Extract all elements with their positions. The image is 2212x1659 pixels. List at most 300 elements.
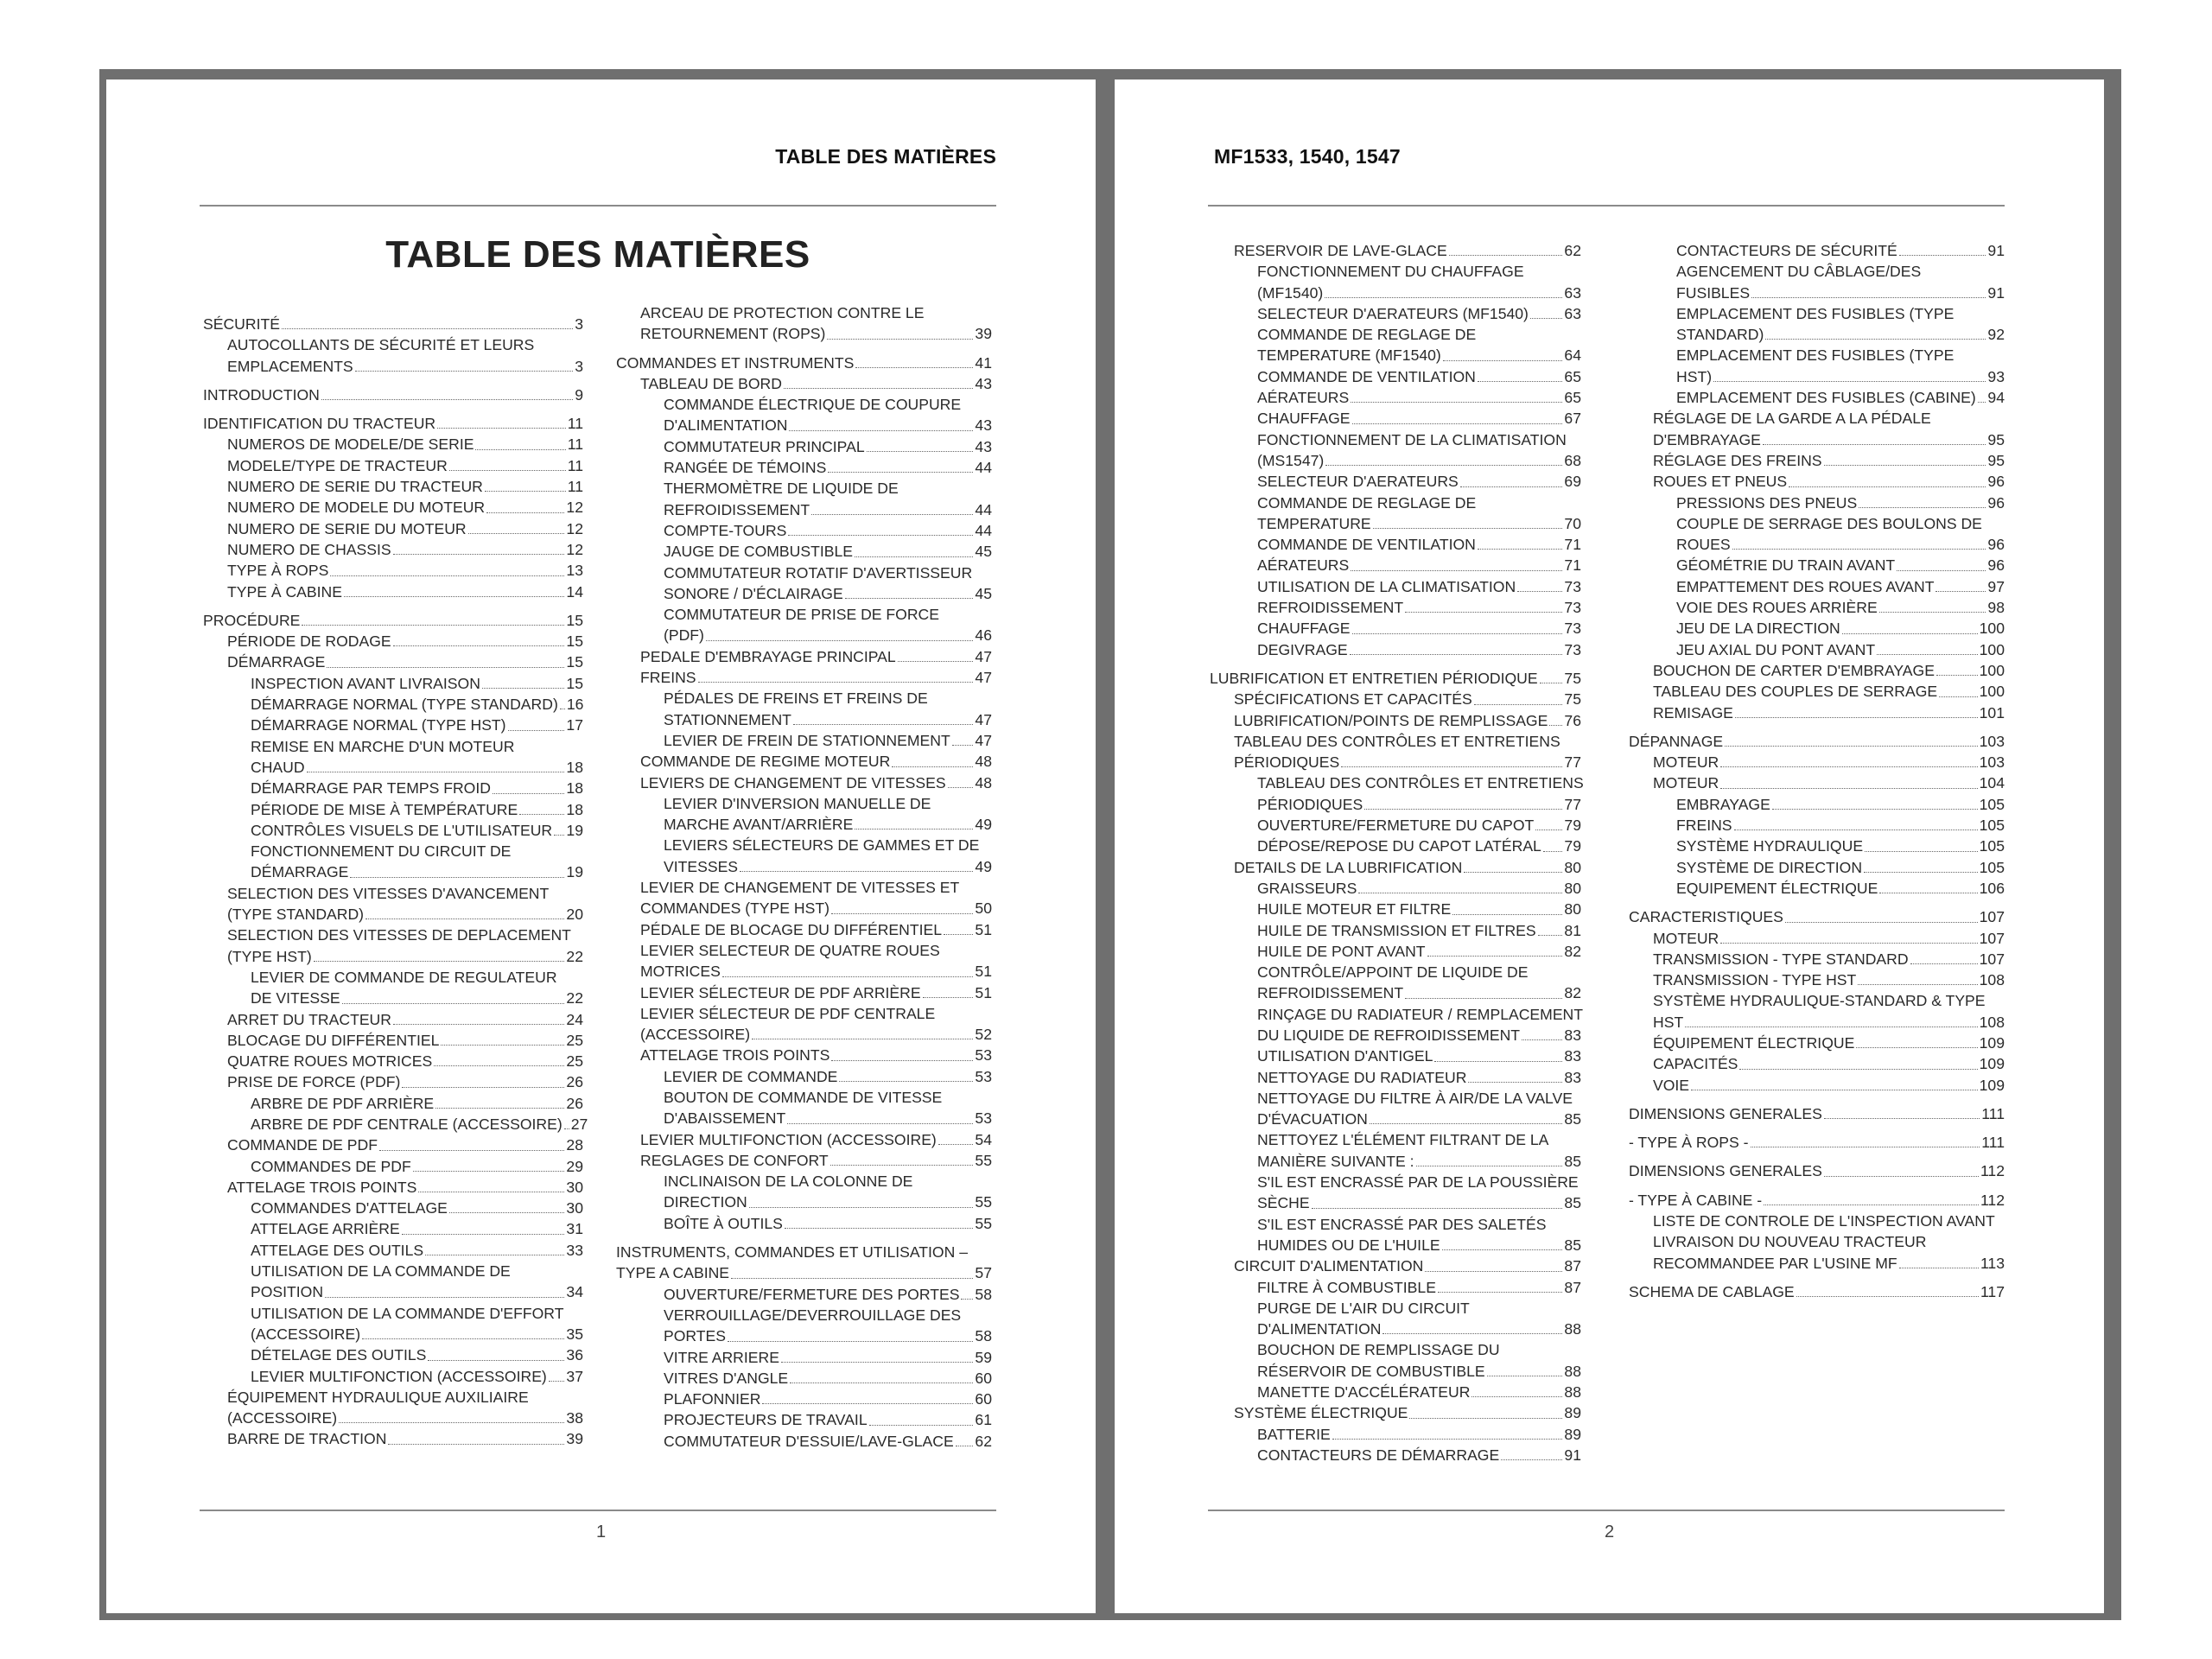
toc-entry-title: FREINS [1676, 817, 1732, 835]
toc-entry-title: DÉMARRAGE NORMAL (TYPE HST) [251, 716, 506, 734]
toc-page-number: 111 [1981, 1104, 2005, 1122]
toc-entry [616, 1213, 992, 1234]
toc-page-number: 3 [575, 315, 583, 333]
toc-entry-title: SONORE / D'ÉCLAIRAGE [664, 584, 843, 602]
toc-entry-title: PLAFONNIER [664, 1390, 761, 1408]
dot-leader [1449, 255, 1563, 256]
toc-entry-title-line: FONCTIONNEMENT DU CIRCUIT DE [251, 842, 512, 861]
toc-entry-title: DETAILS DE LA LUBRIFICATION [1234, 858, 1463, 876]
toc-entry-title-line: EMPLACEMENT DES FUSIBLES (TYPE [1676, 346, 1955, 365]
toc-page-number: 44 [975, 459, 992, 477]
toc-entry-title: RESERVOIR DE LAVE-GLACE [1234, 242, 1447, 259]
dot-leader [898, 661, 974, 662]
toc-entry-title: FREINS [640, 669, 696, 687]
toc-page-number: 73 [1564, 620, 1581, 638]
dot-leader [1438, 1292, 1562, 1293]
toc-entry [203, 736, 583, 779]
toc-entry-title: FUSIBLES [1676, 283, 1751, 302]
toc-page-number: 52 [975, 1026, 992, 1044]
toc-entry-title: SELECTEUR D'AERATEURS [1257, 473, 1459, 491]
toc-entry-title: ARBRE DE PDF ARRIÈRE [251, 1094, 435, 1112]
toc-entry-title-line: CONTRÔLE/APPOINT DE LIQUIDE DE [1257, 963, 1529, 982]
dot-leader [1370, 1123, 1563, 1124]
toc-entry-title: COMMANDE DE VENTILATION [1257, 367, 1476, 385]
dot-leader [350, 877, 564, 878]
toc-entry-title-line: COUPLE DE SERRAGE DES BOULONS DE [1676, 514, 1982, 532]
toc-page-number: 82 [1564, 984, 1581, 1002]
toc-entry-title: SYSTÈME DE DIRECTION [1676, 858, 1863, 876]
toc-entry [203, 497, 583, 518]
toc-page-number: 98 [1987, 599, 2005, 617]
toc-entry-title-line: RÉGLAGE DE LA GARDE A LA PÉDALE [1653, 410, 1931, 428]
dot-leader [785, 1228, 974, 1229]
toc-entry [1629, 513, 2005, 556]
toc-page-number: 106 [1979, 879, 2005, 897]
toc-entry [1210, 387, 1581, 408]
toc-page-number: 105 [1979, 837, 2005, 855]
toc-entry [203, 631, 583, 652]
toc-entry [203, 560, 583, 581]
dot-leader [1858, 984, 1977, 985]
toc-entry [203, 314, 583, 334]
toc-page-number: 47 [975, 710, 992, 728]
toc-page-number: 17 [566, 716, 583, 734]
toc-entry [1210, 689, 1581, 709]
toc-entry [616, 919, 992, 940]
toc-entry-title: HUILE MOTEUR ET FILTRE [1257, 900, 1452, 918]
toc-entry-title: CAPACITÉS [1653, 1055, 1738, 1073]
toc-page-number: 91 [1987, 242, 2005, 259]
toc-entry [616, 1347, 992, 1368]
toc-page-number: 95 [1987, 451, 2005, 469]
dot-leader [1471, 1396, 1562, 1397]
toc-entry [203, 778, 583, 798]
toc-entry [1629, 815, 2005, 836]
toc-page-number: 117 [1980, 1282, 2005, 1300]
header-rule [200, 205, 996, 207]
dot-leader [1434, 1061, 1562, 1062]
toc-entry-title-line: INCLINAISON DE LA COLONNE DE [664, 1173, 913, 1191]
toc-entry [616, 667, 992, 688]
toc-page-number: 108 [1979, 971, 2005, 989]
toc-entry [203, 1156, 583, 1177]
toc-page-number: 62 [1564, 242, 1581, 259]
toc-entry-title-line: S'IL EST ENCRASSÉ PAR DE LA POUSSIÈRE [1257, 1173, 1579, 1192]
toc-page-number: 14 [566, 582, 583, 601]
toc-entry-line [1257, 450, 1581, 471]
toc-entry-title: NUMERO DE SERIE DU MOTEUR [227, 519, 467, 537]
dot-leader [1824, 1176, 1979, 1177]
toc-page-number: 105 [1979, 795, 2005, 813]
dot-leader [468, 533, 565, 534]
toc-page-number: 57 [975, 1264, 992, 1282]
toc-entry-title-line: COMMANDE DE REGLAGE DE [1257, 326, 1477, 344]
toc-entry-line [664, 415, 992, 435]
toc-entry-title-line: LEVIER DE CHANGEMENT DE VITESSES ET [640, 879, 960, 897]
toc-entry-title: TYPE A CABINE [616, 1264, 730, 1282]
toc-entry [1210, 408, 1581, 429]
toc-page-number: 59 [975, 1348, 992, 1366]
toc-entry-title-line: PURGE DE L'AIR DU CIRCUIT [1257, 1299, 1470, 1317]
dot-leader [740, 871, 973, 872]
toc-entry-title-line: ARCEAU DE PROTECTION CONTRE LE [640, 304, 925, 321]
toc-entry-line [1234, 752, 1581, 772]
toc-entry [616, 1150, 992, 1171]
toc-page-number: 44 [975, 521, 992, 539]
toc-page-number: 51 [975, 920, 992, 938]
toc-page-number: 30 [566, 1178, 583, 1196]
toc-page-number: 62 [975, 1432, 992, 1450]
toc-entry [203, 715, 583, 735]
toc-page-number: 85 [1564, 1236, 1581, 1254]
toc-entry-line [664, 1325, 992, 1346]
toc-entry-title: BOÎTE À OUTILS [664, 1214, 783, 1232]
toc-entry [203, 1366, 583, 1387]
toc-page-number: 103 [1979, 732, 2005, 750]
toc-entry [203, 1218, 583, 1239]
toc-entry [203, 1030, 583, 1051]
toc-entry-title: HUILE DE PONT AVANT [1257, 942, 1426, 960]
toc-entry-title: PÉDALE DE BLOCAGE DU DIFFÉRENTIEL [640, 920, 943, 938]
toc-entry-title: BOUCHON DE CARTER D'EMBRAYAGE [1653, 661, 1935, 679]
dot-leader [1713, 381, 1986, 382]
dot-leader [787, 1123, 973, 1124]
toc-entry-line [1257, 1192, 1581, 1213]
toc-entry [616, 688, 992, 730]
toc-entry-title: SCHEMA DE CABLAGE [1629, 1282, 1795, 1300]
toc-entry-title-line: NETTOYAGE DU FILTRE À AIR/DE LA VALVE [1257, 1089, 1573, 1107]
toc-entry-line [1653, 1253, 2005, 1274]
toc-entry [616, 373, 992, 394]
toc-entry [203, 1344, 583, 1365]
dot-leader [855, 829, 973, 830]
toc-entry-line [664, 1192, 992, 1212]
toc-entry [616, 1171, 992, 1213]
dot-leader [1763, 444, 1986, 445]
toc-page-number: 30 [566, 1199, 583, 1217]
toc-page-number: 80 [1564, 858, 1581, 876]
toc-entry-line [251, 1281, 583, 1302]
toc-entry-title: DÉMARRAGE [251, 863, 349, 881]
toc-page-number: 47 [975, 731, 992, 749]
toc-page-number: 34 [566, 1283, 583, 1301]
toc-entry-line [1257, 1319, 1581, 1339]
toc-entry [1629, 702, 2005, 723]
toc-entry-title: CONTRÔLES VISUELS DE L'UTILISATEUR [251, 821, 553, 839]
toc-page-number: 83 [1564, 1026, 1581, 1044]
toc-entry-title: PÉRIODIQUES [1234, 753, 1340, 772]
toc-entry-title: SÉCURITÉ [203, 315, 280, 333]
dot-leader [413, 1171, 565, 1172]
toc-entry-title-line: COMMUTATEUR ROTATIF D'AVERTISSEUR [664, 563, 973, 582]
toc-page-number: 101 [1979, 703, 2005, 721]
toc-entry-title: COMMANDES ET INSTRUMENTS [616, 353, 855, 372]
toc-page-number: 55 [975, 1214, 992, 1232]
toc-entry [1210, 366, 1581, 387]
toc-entry-title: (MS1547) [1257, 451, 1325, 469]
toc-entry [1210, 471, 1581, 492]
toc-entry-title: RETOURNEMENT (ROPS) [640, 325, 826, 343]
toc-entry-title: NUMEROS DE MODELE/DE SERIE [227, 435, 474, 454]
toc-entry-title: ÉQUIPEMENT ÉLECTRIQUE [1653, 1033, 1855, 1052]
dot-leader [762, 1403, 973, 1404]
toc-page-number: 100 [1979, 620, 2005, 638]
toc-entry-title: VOIE [1653, 1076, 1690, 1094]
toc-entry-title-line: AUTOCOLLANTS DE SÉCURITÉ ET LEURS [227, 336, 535, 354]
toc-entry-title: COMMANDE DE PDF [227, 1136, 378, 1154]
toc-entry-title-line: LEVIERS SÉLECTEURS DE GAMMES ET DE [664, 836, 980, 855]
toc-entry [203, 1387, 583, 1429]
toc-entry-line [1676, 366, 2005, 387]
dot-leader [1351, 570, 1562, 571]
toc-entry-title-line: SELECTION DES VITESSES D'AVANCEMENT [227, 884, 550, 902]
toc-entry-title: COMMANDE DE VENTILATION [1257, 536, 1476, 554]
dot-leader [449, 1212, 565, 1213]
toc-entry-title: ATTELAGE TROIS POINTS [640, 1046, 830, 1065]
dot-leader [1842, 633, 1978, 634]
dot-leader [845, 598, 974, 599]
toc-page-number: 53 [975, 1046, 992, 1065]
toc-page-number: 43 [975, 437, 992, 455]
toc-entry-title-line: LEVIER SELECTEUR DE QUATRE ROUES [640, 941, 940, 959]
toc-entry-title: REFROIDISSEMENT [1257, 984, 1404, 1002]
toc-entry [1210, 1067, 1581, 1088]
toc-entry-title: D'EMBRAYAGE [1653, 430, 1761, 448]
toc-page-number: 68 [1564, 451, 1581, 469]
toc-entry-title-line: COMMUTATEUR DE PRISE DE FORCE [664, 606, 939, 624]
toc-page-number: 71 [1564, 556, 1581, 575]
toc-entry [1210, 1382, 1581, 1402]
toc-page-number: 50 [975, 899, 992, 918]
toc-entry-title: VITESSES [664, 857, 739, 875]
toc-entry-title: ROUES ET PNEUS [1653, 473, 1788, 491]
toc-entry [1210, 240, 1581, 261]
toc-entry-line [1257, 1235, 1581, 1255]
dot-leader [698, 682, 974, 683]
toc-entry [203, 883, 583, 925]
toc-entry-title: LEVIER MULTIFONCTION (ACCESSOIRE) [251, 1367, 547, 1385]
dot-leader [944, 934, 973, 935]
toc-entry [616, 982, 992, 1003]
dot-leader [393, 645, 565, 646]
toc-page-number: 75 [1564, 690, 1581, 709]
toc-entry-title: ARRET DU TRACTEUR [227, 1010, 391, 1028]
toc-entry [616, 1409, 992, 1430]
toc-entry-title: HST [1653, 1013, 1684, 1031]
toc-entry-title: TYPE À CABINE [227, 582, 342, 601]
toc-entry-title: CARACTERISTIQUES [1629, 908, 1783, 926]
toc-entry [616, 1431, 992, 1452]
toc-entry [1629, 1211, 2005, 1274]
toc-entry-title: CONTACTEURS DE DÉMARRAGE [1257, 1446, 1500, 1464]
toc-entry-title: STANDARD) [1676, 326, 1764, 344]
toc-entry [1210, 429, 1581, 472]
toc-entry-line [251, 988, 583, 1008]
toc-entry [1210, 493, 1581, 535]
toc-entry-title-line: BOUTON DE COMMANDE DE VITESSE [664, 1088, 943, 1106]
toc-entry-title: COMMANDES D'ATTELAGE [251, 1199, 448, 1217]
toc-page-number: 77 [1564, 795, 1581, 813]
toc-page-number: 12 [566, 540, 583, 558]
dot-leader [788, 535, 973, 536]
toc-entry [1210, 303, 1581, 324]
toc-entry-title: MOTEUR [1653, 774, 1719, 792]
toc-entry-title: INSPECTION AVANT LIVRAISON [251, 674, 480, 692]
toc-entry [203, 1051, 583, 1071]
dot-leader [1864, 872, 1978, 873]
toc-page-number: 79 [1564, 817, 1581, 835]
toc-entry-title-line: THERMOMÈTRE DE LIQUIDE DE [664, 480, 899, 498]
toc-page-number: 94 [1987, 389, 2005, 407]
toc-page-number: 15 [566, 674, 583, 692]
toc-entry-line [1257, 1361, 1581, 1382]
toc-entry [1629, 731, 2005, 752]
toc-page-number: 93 [1987, 367, 2005, 385]
dot-leader [1910, 963, 1978, 964]
toc-entry-title: STATIONNEMENT [664, 710, 791, 728]
toc-page-number: 91 [1564, 1446, 1581, 1464]
toc-entry-title: EMPLACEMENTS [227, 357, 353, 375]
dot-leader [402, 1234, 565, 1235]
toc-page-number: 51 [975, 983, 992, 1001]
dot-leader [728, 1341, 973, 1342]
toc-entry [1210, 815, 1581, 836]
toc-entry-title: LEVIER SÉLECTEUR DE PDF ARRIÈRE [640, 983, 921, 1001]
toc-entry [616, 1066, 992, 1087]
toc-entry [1210, 1277, 1581, 1298]
dot-leader [831, 913, 973, 914]
toc-entry [1629, 576, 2005, 597]
toc-page-number: 85 [1564, 1152, 1581, 1170]
dot-leader [434, 1065, 564, 1066]
toc-entry [1629, 949, 2005, 969]
toc-entry [616, 877, 992, 919]
toc-entry-title: GÉOMÉTRIE DU TRAIN AVANT [1676, 556, 1896, 575]
toc-entry-line [1653, 429, 2005, 450]
toc-entry [203, 1177, 583, 1198]
toc-entry-title: JEU DE LA DIRECTION [1676, 620, 1840, 638]
toc-page-number: 11 [567, 435, 583, 454]
dot-leader [362, 1338, 564, 1339]
dot-leader [493, 793, 564, 794]
dot-leader [948, 787, 974, 788]
toc-entry-line [1653, 1012, 2005, 1033]
toc-page-number: 44 [975, 500, 992, 518]
toc-entry-title: POSITION [251, 1283, 324, 1301]
toc-entry-title: (PDF) [664, 626, 704, 645]
toc-entry [203, 1135, 583, 1155]
dot-leader [867, 451, 974, 452]
page-number: 2 [1604, 1522, 1615, 1541]
toc-entry [1210, 1445, 1581, 1465]
dot-leader [781, 1362, 973, 1363]
toc-entry-title: OUVERTURE/FERMETURE DU CAPOT [1257, 817, 1535, 835]
toc-entry-title: PRISE DE FORCE (PDF) [227, 1073, 401, 1091]
toc-entry-title: ARBRE DE PDF CENTRALE (ACCESSOIRE) [251, 1115, 563, 1133]
dot-leader [549, 1381, 565, 1382]
dot-leader [1474, 704, 1563, 705]
toc-entry-title: DÉMARRAGE [227, 653, 326, 671]
toc-entry [616, 520, 992, 541]
toc-entry [1210, 1298, 1581, 1340]
toc-entry [1629, 857, 2005, 878]
dot-leader [790, 1382, 973, 1383]
toc-entry [616, 1003, 992, 1046]
dot-leader [1364, 809, 1562, 810]
toc-entry [1629, 345, 2005, 387]
toc-entry-title: SPÉCIFICATIONS ET CAPACITÉS [1234, 690, 1472, 709]
footer-rule [200, 1510, 996, 1511]
toc-entry-title-line: SELECTION DES VITESSES DE DEPLACEMENT [227, 926, 571, 944]
toc-entry-title-line: RINÇAGE DU RADIATEUR / REMPLACEMENT [1257, 1005, 1584, 1023]
toc-entry [1210, 668, 1581, 689]
toc-entry [1629, 1053, 2005, 1074]
toc-entry [1629, 240, 2005, 261]
toc-entry [203, 1093, 583, 1114]
toc-page-number: 96 [1987, 536, 2005, 554]
toc-page-number: 67 [1564, 410, 1581, 428]
dot-leader [393, 1024, 564, 1025]
toc-page-number: 100 [1979, 661, 2005, 679]
toc-page-number: 45 [975, 584, 992, 602]
dot-leader [1351, 402, 1562, 403]
toc-entry [203, 1428, 583, 1449]
toc-page-number: 19 [566, 863, 583, 881]
toc-page-number: 81 [1564, 921, 1581, 939]
toc-entry-title: DÉTELAGE DES OUTILS [251, 1346, 427, 1364]
toc-entry-title: REFROIDISSEMENT [1257, 599, 1404, 617]
toc-entry-title: SELECTEUR D'AERATEURS (MF1540) [1257, 304, 1529, 322]
toc-entry [1210, 555, 1581, 575]
toc-page-number: 88 [1564, 1383, 1581, 1402]
toc-entry-title: D'ALIMENTATION [664, 416, 788, 435]
toc-page-number: 58 [975, 1285, 992, 1303]
toc-page-number: 26 [566, 1094, 583, 1112]
dot-leader [1765, 339, 1986, 340]
toc-entry-title: DIRECTION [664, 1193, 747, 1211]
toc-entry-line [1257, 982, 1581, 1003]
toc-entry-title: PORTES [664, 1327, 727, 1345]
dot-leader [1824, 1118, 1980, 1119]
toc-page-number: 22 [566, 989, 583, 1007]
dot-leader [1939, 696, 1977, 697]
toc-entry-title: AÉRATEURS [1257, 389, 1350, 407]
dot-leader [828, 472, 973, 473]
toc-entry-title: DÉPOSE/REPOSE DU CAPOT LATÉRAL [1257, 837, 1541, 855]
toc-entry [616, 1305, 992, 1347]
toc-entry-title: DE VITESSE [251, 989, 340, 1007]
toc-page-number: 19 [566, 821, 583, 839]
toc-entry-title-line: TABLEAU DES CONTRÔLES ET ENTRETIENS [1257, 774, 1584, 792]
dot-leader [892, 766, 973, 767]
toc-page-number: 15 [566, 611, 583, 629]
toc-entry [1210, 772, 1584, 815]
toc-entry [203, 820, 583, 841]
toc-entry-title: PÉRIODE DE RODAGE [227, 632, 391, 651]
toc-page-number: 105 [1979, 817, 2005, 835]
toc-page-number: 109 [1979, 1076, 2005, 1094]
toc-entry-line [1257, 345, 1581, 365]
toc-page-number: 88 [1564, 1362, 1581, 1380]
toc-entry-line [664, 814, 992, 835]
dot-leader [1409, 1418, 1562, 1419]
toc-page-number: 60 [975, 1369, 992, 1387]
toc-entry [616, 563, 992, 605]
dot-leader [1751, 297, 1986, 298]
toc-entry-title: CONTACTEURS DE SÉCURITÉ [1676, 242, 1897, 259]
toc-entry-title: ROUES [1676, 536, 1731, 554]
toc-entry-title: TABLEAU DE BORD [640, 374, 782, 392]
